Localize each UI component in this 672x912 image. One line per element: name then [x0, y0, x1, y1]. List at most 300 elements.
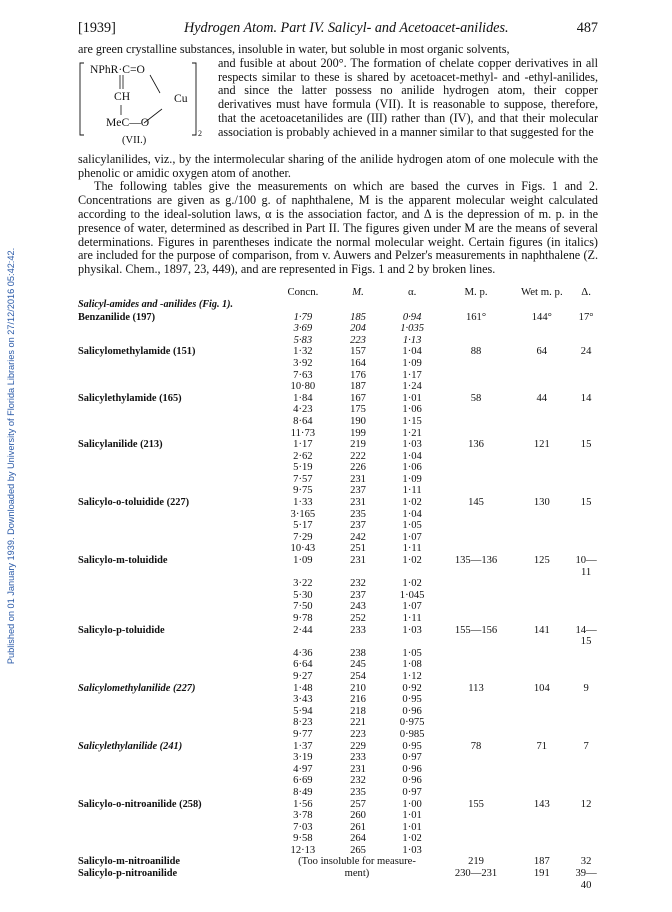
mp-cell [443, 648, 510, 660]
molecular-weight-cell: 216 [350, 694, 366, 706]
table-row [78, 323, 598, 335]
wet-mp-cell [509, 509, 574, 521]
compound-name [78, 381, 271, 393]
table-row [78, 346, 598, 358]
concn-cell: 1·79 [293, 311, 313, 323]
molecular-weight-cell: 175 [350, 404, 366, 416]
alpha-cell: 1·06 [402, 462, 422, 474]
concn-cell: 10·80 [290, 381, 316, 393]
alpha-cell: 0·92 [402, 682, 422, 694]
table-row [78, 787, 598, 799]
delta-cell [574, 822, 598, 834]
compound-name [78, 474, 271, 486]
alpha-cell: 1·01 [402, 810, 422, 822]
structure-line-2: CH [114, 89, 131, 103]
delta-cell [574, 706, 598, 718]
compound-name: Salicylomethylamide (151) [78, 346, 196, 358]
structure-label: (VII.) [122, 134, 147, 146]
molecular-weight-cell: 237 [350, 485, 366, 497]
compound-name: Salicylo-p-nitroanilide [78, 868, 178, 880]
table-row [78, 764, 598, 776]
paragraph-continuation: salicylanilides, viz., by the intermolecular sharing of the anilide hydrogen atom of one molecule with the phenolic or amidic oxygen atom of another. [78, 151, 598, 180]
table-row [78, 590, 598, 602]
concn-cell: 8·49 [293, 786, 313, 798]
concn-cell: 1·09 [293, 555, 313, 567]
molecular-weight-cell: 231 [350, 497, 366, 509]
molecular-weight-cell: 243 [350, 601, 366, 613]
concn-cell: 5·19 [293, 462, 313, 474]
table-row [78, 532, 598, 544]
delta-cell [574, 520, 598, 532]
molecular-weight-cell: 222 [350, 450, 366, 462]
table-row [78, 694, 598, 706]
structure-and-text [78, 57, 598, 153]
molecular-weight-cell: 252 [350, 613, 366, 624]
alpha-cell: 1·11 [402, 613, 422, 624]
wet-mp-cell: 130 [533, 497, 550, 509]
wet-mp-cell: 143 [533, 798, 550, 810]
wet-mp-cell [509, 451, 574, 463]
wet-mp-cell [509, 520, 574, 532]
table-row [78, 335, 598, 347]
concn-cell: 2·62 [293, 450, 313, 462]
mp-cell [443, 323, 510, 335]
mp-cell [443, 659, 510, 671]
mp-cell: 145 [468, 497, 484, 509]
delta-cell: 24 [580, 346, 592, 358]
compound-name: Salicylanilide (213) [78, 439, 163, 451]
delta-cell: 7 [583, 740, 589, 752]
compound-name [78, 717, 271, 729]
delta-cell [574, 358, 598, 370]
wet-mp-cell [509, 752, 574, 764]
alpha-cell: 1·05 [402, 520, 422, 532]
concn-cell: 4·97 [293, 763, 313, 775]
wet-mp-cell [509, 717, 574, 729]
delta-cell: 12 [580, 798, 592, 810]
wet-mp-cell [509, 404, 574, 416]
compound-name: Salicylethylamide (165) [78, 392, 182, 404]
alpha-cell: 1·21 [402, 427, 422, 439]
wet-mp-cell [509, 485, 574, 497]
concn-cell: 9·75 [293, 485, 313, 497]
chemical-structure-vii [78, 57, 218, 153]
mp-cell: 113 [468, 682, 484, 694]
concn-cell: 1·37 [293, 740, 313, 752]
compound-name [78, 462, 271, 474]
delta-cell [574, 485, 598, 497]
compound-name [78, 428, 271, 440]
compound-name: Salicylomethylanilide (227) [78, 682, 196, 694]
concn-cell: 5·17 [293, 520, 313, 532]
concn-cell: 7·29 [293, 531, 313, 543]
compound-name [78, 729, 271, 741]
mp-cell [443, 601, 510, 613]
molecular-weight-cell: 232 [350, 578, 366, 590]
molecular-weight-cell: 237 [350, 520, 366, 532]
table-row [78, 868, 598, 891]
alpha-cell: 1·03 [402, 624, 422, 636]
concn-cell: 1·32 [293, 346, 313, 358]
mp-cell [443, 520, 510, 532]
compound-name: Salicylo-o-toluidide (227) [78, 497, 190, 509]
concn-cell: 2·44 [293, 624, 313, 636]
alpha-cell: 1·09 [402, 473, 422, 485]
compound-name [78, 613, 271, 625]
alpha-cell: 0·97 [402, 786, 422, 798]
wet-mp-cell [509, 706, 574, 718]
table-row [78, 358, 598, 370]
alpha-cell: 0·97 [402, 752, 422, 764]
mp-cell [443, 532, 510, 544]
wet-mp-cell [509, 810, 574, 822]
delta-cell [574, 578, 598, 590]
table-row [78, 578, 598, 590]
compound-name [78, 370, 271, 382]
alpha-cell: 0·985 [399, 728, 425, 740]
molecular-weight-cell: 221 [350, 717, 366, 729]
table-row [78, 613, 598, 625]
concn-cell: 3·165 [290, 508, 316, 520]
mp-cell: 135—136 [454, 555, 498, 567]
note-cell: ment) [344, 868, 370, 880]
wet-mp-cell [509, 474, 574, 486]
concn-cell: 1·84 [293, 392, 313, 404]
table-row [78, 393, 598, 405]
wet-mp-cell: 125 [533, 555, 550, 567]
header-page-number: 487 [576, 20, 598, 36]
alpha-cell: 1·02 [402, 555, 422, 567]
delta-cell [574, 764, 598, 776]
wet-mp-cell [509, 532, 574, 544]
compound-name: Salicylo-m-nitroanilide [78, 856, 180, 868]
mp-cell [443, 752, 510, 764]
wet-mp-cell [509, 462, 574, 474]
mp-cell: 155—156 [454, 624, 498, 636]
mp-cell [443, 775, 510, 787]
mp-cell [443, 671, 510, 683]
molecular-weight-cell: 190 [350, 415, 366, 427]
delta-cell [574, 590, 598, 602]
concn-cell: 3·19 [293, 752, 313, 764]
alpha-cell: 1·24 [402, 381, 422, 393]
header-wet-mp: Wet m. p. [520, 285, 563, 298]
molecular-weight-cell: 237 [350, 589, 366, 601]
concn-cell: 1·17 [293, 439, 313, 451]
delta-cell: 10—11 [575, 555, 597, 578]
delta-cell [574, 543, 598, 555]
molecular-weight-cell: 264 [350, 833, 366, 845]
table-body [78, 299, 598, 891]
concn-cell: 3·78 [293, 810, 313, 822]
wet-mp-cell [509, 775, 574, 787]
wet-mp-cell: 191 [533, 868, 550, 880]
molecular-weight-cell: 233 [350, 624, 366, 636]
molecular-weight-cell: 238 [350, 647, 366, 659]
table-row [78, 683, 598, 695]
mp-cell: 78 [470, 740, 482, 752]
mp-cell [443, 428, 510, 440]
table-row [78, 312, 598, 324]
section-heading-row [78, 299, 598, 312]
delta-cell [574, 613, 598, 625]
structure-subscript: 2 [198, 128, 202, 138]
compound-name [78, 543, 271, 555]
table-row [78, 462, 598, 474]
concn-cell: 9·27 [293, 670, 313, 682]
mp-cell [443, 358, 510, 370]
wet-mp-cell [509, 648, 574, 660]
alpha-cell: 1·08 [402, 659, 422, 671]
section-heading: Salicyl-amides and -anilides (Fig. 1). [78, 298, 234, 310]
mp-cell [443, 810, 510, 822]
table-row [78, 416, 598, 428]
mp-cell [443, 404, 510, 416]
concn-cell: 3·22 [293, 578, 313, 590]
concn-cell: 7·03 [293, 821, 313, 833]
note-cell: (Too insoluble for measure- [298, 856, 416, 868]
alpha-cell: 1·13 [402, 334, 422, 346]
table-row [78, 474, 598, 486]
concn-cell: 1·56 [293, 798, 313, 810]
compound-name [78, 404, 271, 416]
delta-cell [574, 509, 598, 521]
alpha-cell: 1·045 [399, 589, 425, 601]
compound-name [78, 787, 271, 799]
wet-mp-cell [509, 335, 574, 347]
concn-cell: 4·36 [293, 647, 313, 659]
wet-mp-cell [509, 381, 574, 393]
mp-cell [443, 578, 510, 590]
delta-cell [574, 659, 598, 671]
molecular-weight-cell: 226 [350, 462, 366, 474]
download-watermark [0, 0, 22, 912]
alpha-cell: 1·02 [402, 833, 422, 845]
table-row [78, 485, 598, 497]
mp-cell [443, 706, 510, 718]
molecular-weight-cell: 235 [350, 786, 366, 798]
delta-cell [574, 428, 598, 440]
concn-cell: 7·63 [293, 369, 313, 381]
molecular-weight-cell: 229 [350, 740, 366, 752]
molecular-weight-cell: 231 [350, 763, 366, 775]
mp-cell [443, 787, 510, 799]
table-row [78, 520, 598, 532]
wet-mp-cell: 44 [536, 392, 548, 404]
mp-cell [443, 590, 510, 602]
delta-cell [574, 752, 598, 764]
mp-cell [443, 694, 510, 706]
alpha-cell: 1·03 [402, 844, 422, 856]
table-row [78, 810, 598, 822]
wet-mp-cell: 144° [531, 311, 552, 323]
delta-cell: 39—40 [575, 868, 597, 891]
concn-cell: 7·50 [293, 601, 313, 613]
download-watermark-text: Published on 01 January 1939. Downloaded by University of Florida Libraries on 27/12/2016 05:42:42. [6, 247, 17, 665]
mp-cell [443, 451, 510, 463]
delta-cell [574, 451, 598, 463]
molecular-weight-cell: 231 [350, 555, 366, 567]
table-row [78, 625, 598, 648]
mp-cell: 230—231 [454, 868, 498, 880]
delta-cell [574, 462, 598, 474]
mp-cell [443, 509, 510, 521]
molecular-weight-cell: 265 [350, 844, 366, 856]
table-row [78, 428, 598, 440]
compound-name [78, 578, 271, 590]
measurements-table [78, 286, 598, 891]
mp-cell [443, 462, 510, 474]
header-concn: Concn. [287, 285, 319, 298]
compound-name [78, 822, 271, 834]
compound-name [78, 833, 271, 845]
alpha-cell: 0·94 [402, 311, 422, 323]
compound-name: Salicylo-m-toluidide [78, 555, 168, 567]
concn-cell: 5·30 [293, 589, 313, 601]
alpha-cell: 1·11 [402, 485, 422, 497]
concn-cell: 6·69 [293, 775, 313, 787]
mp-cell [443, 474, 510, 486]
compound-name [78, 323, 271, 335]
wet-mp-cell: 71 [536, 740, 548, 752]
alpha-cell: 1·11 [402, 543, 422, 555]
alpha-cell: 1·17 [402, 369, 422, 381]
delta-cell [574, 370, 598, 382]
compound-name [78, 416, 271, 428]
mp-cell: 88 [470, 346, 482, 358]
structure-line-3: MeC—O [106, 115, 150, 129]
wet-mp-cell [509, 659, 574, 671]
concn-cell: 1·33 [293, 497, 313, 509]
table-row [78, 543, 598, 555]
header-m: M. [352, 285, 364, 298]
wet-mp-cell [509, 729, 574, 741]
alpha-cell: 1·02 [402, 497, 422, 509]
concn-cell: 5·83 [293, 334, 313, 346]
wet-mp-cell: 104 [533, 682, 550, 694]
delta-cell [574, 532, 598, 544]
structure-line-1: NPhR·C=O [90, 62, 145, 76]
compound-name [78, 451, 271, 463]
concn-cell: 3·43 [293, 694, 313, 706]
concn-cell: 12·13 [290, 844, 316, 856]
header-mp: M. p. [464, 285, 488, 298]
table-row [78, 659, 598, 671]
compound-name [78, 752, 271, 764]
alpha-cell: 1·06 [402, 404, 422, 416]
mp-cell [443, 729, 510, 741]
alpha-cell: 0·96 [402, 705, 422, 717]
table-row [78, 822, 598, 834]
delta-cell: 9 [583, 682, 589, 694]
alpha-cell: 0·95 [402, 740, 422, 752]
alpha-cell: 0·95 [402, 694, 422, 706]
mp-cell: 155 [468, 798, 484, 810]
wet-mp-cell [509, 845, 574, 857]
mp-cell: 136 [468, 439, 484, 451]
molecular-weight-cell: 187 [350, 381, 366, 393]
table-row [78, 741, 598, 753]
molecular-weight-cell: 219 [350, 439, 366, 451]
molecular-weight-cell: 176 [350, 369, 366, 381]
table-row [78, 497, 598, 509]
alpha-cell: 1·01 [402, 821, 422, 833]
mp-cell [443, 416, 510, 428]
wet-mp-cell [509, 416, 574, 428]
table-row [78, 752, 598, 764]
header-spacer [78, 286, 271, 299]
molecular-weight-cell: 242 [350, 531, 366, 543]
wet-mp-cell [509, 543, 574, 555]
header-title: Hydrogen Atom. Part IV. Salicyl- and Acetoacet-anilides. [184, 20, 509, 36]
running-header [78, 20, 598, 37]
molecular-weight-cell: 218 [350, 705, 366, 717]
compound-name [78, 671, 271, 683]
table-row [78, 845, 598, 857]
molecular-weight-cell: 204 [350, 323, 366, 335]
alpha-cell: 1·07 [402, 601, 422, 613]
mp-cell: 161° [465, 311, 487, 323]
compound-name [78, 590, 271, 602]
alpha-cell: 1·04 [402, 508, 422, 520]
delta-cell: 15 [580, 439, 592, 451]
compound-name: Salicylo-p-toluidide [78, 624, 165, 636]
wet-mp-cell [509, 323, 574, 335]
concn-cell: 9·77 [293, 728, 313, 740]
compound-name [78, 648, 271, 660]
concn-cell: 8·64 [293, 415, 313, 427]
delta-cell: 15 [580, 497, 592, 509]
table-row [78, 404, 598, 416]
table-row [78, 799, 598, 811]
paragraph-tables-intro: The following tables give the measurements on which are based the curves in Figs. 1 and 2. Concentrations are given as g./100 g. of naphthalene, M is the apparent molecular weight calculated according to the ideal-solution laws, α is the association factor, and Δ is the depression of m. p. in the presence of water, determined as described in Part II. The figures given under M are the means of several determinations. Figures in parentheses indicate the normal molecular weight. Certain figures (in italics) are included for the purpose of comparison, from v. Auwers and Pelzer's measurements in naphthalene (Z. physikal. Chem., 1897, 23, 449), and are represented in Figs. 1 and 2 by broken lines. [78, 179, 598, 277]
wrapped-paragraph [218, 57, 598, 153]
delta-cell [574, 833, 598, 845]
table-header-row [78, 286, 598, 299]
molecular-weight-cell: 235 [350, 508, 366, 520]
delta-cell [574, 323, 598, 335]
alpha-cell: 0·96 [402, 763, 422, 775]
mp-cell: 58 [470, 392, 482, 404]
mp-cell [443, 543, 510, 555]
alpha-cell: 1·03 [402, 439, 422, 451]
delta-cell: 32 [580, 856, 592, 868]
table-row [78, 671, 598, 683]
delta-cell [574, 729, 598, 741]
compound-name [78, 845, 271, 857]
wet-mp-cell: 187 [533, 856, 550, 868]
molecular-weight-cell: 232 [350, 775, 366, 787]
molecular-weight-cell: 223 [350, 728, 366, 740]
concn-cell: 9·78 [293, 613, 313, 624]
molecular-weight-cell: 231 [350, 473, 366, 485]
concn-cell: 1·48 [293, 682, 313, 694]
table-row [78, 729, 598, 741]
compound-name [78, 775, 271, 787]
alpha-cell: 1·09 [402, 357, 422, 369]
table-row [78, 706, 598, 718]
delta-cell [574, 810, 598, 822]
mp-cell [443, 370, 510, 382]
paragraph-top: are green crystalline substances, insoluble in water, but soluble in most organic solvents, [78, 42, 510, 56]
table-row [78, 833, 598, 845]
concn-cell: 3·92 [293, 357, 313, 369]
wet-mp-cell [509, 694, 574, 706]
wet-mp-cell [509, 764, 574, 776]
concn-cell: 4·23 [293, 404, 313, 416]
wet-mp-cell [509, 578, 574, 590]
wet-mp-cell [509, 590, 574, 602]
